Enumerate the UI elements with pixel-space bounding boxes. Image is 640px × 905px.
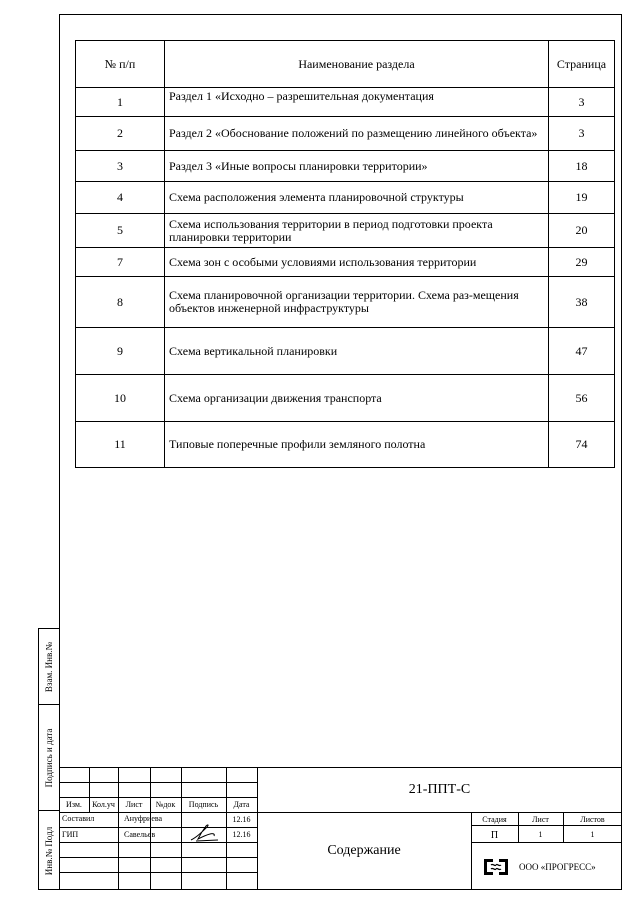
row-name: Схема вертикальной планировки <box>165 328 549 375</box>
table-row <box>76 277 615 328</box>
row-page: 3 <box>549 117 615 151</box>
stage-value: П <box>490 830 499 841</box>
row-num: 11 <box>76 422 165 468</box>
table-row <box>76 182 615 214</box>
table-row <box>76 375 615 422</box>
col-kol: Кол.уч <box>92 800 115 809</box>
row-page: 56 <box>549 375 615 422</box>
row2-role: ГИП <box>62 830 79 839</box>
row-name: Раздел 1 «Исходно – разрешительная документация <box>165 88 549 117</box>
row-num: 10 <box>76 375 165 422</box>
side-label-inv: Инв.№ Подл <box>44 826 54 876</box>
row-name: Схема использования территории в период подготовки проекта планировки территории <box>165 214 549 248</box>
row2-name: Савельев <box>124 830 156 839</box>
sheets-header: Листов <box>580 815 605 824</box>
row-page: 47 <box>549 328 615 375</box>
side-label-podpis: Подпись и дата <box>44 728 54 787</box>
contents-table <box>75 40 615 468</box>
company-logo-icon <box>482 856 510 878</box>
table-row <box>76 328 615 375</box>
sheet-header: Лист <box>532 815 549 824</box>
row-num: 2 <box>76 117 165 151</box>
row-num: 8 <box>76 277 165 328</box>
company-name: ООО «ПРОГРЕСС» <box>519 862 596 872</box>
header-num: № п/п <box>76 41 165 88</box>
row-name: Схема расположения элемента планировочной структуры <box>165 182 549 214</box>
row-page: 18 <box>549 151 615 182</box>
row-page: 38 <box>549 277 615 328</box>
row1-role: Составил <box>62 814 95 823</box>
row-page: 20 <box>549 214 615 248</box>
row-name: Раздел 3 «Иные вопросы планировки территории» <box>165 151 549 182</box>
row2-date: 12.16 <box>232 830 251 839</box>
row-name: Типовые поперечные профили земляного полотна <box>165 422 549 468</box>
row-num: 3 <box>76 151 165 182</box>
col-date: Дата <box>233 800 250 809</box>
header-name: Наименование раздела <box>165 41 549 88</box>
row-num: 1 <box>76 88 165 117</box>
col-sign: Подпись <box>188 800 219 809</box>
table-row <box>76 88 615 117</box>
row-num: 9 <box>76 328 165 375</box>
row-num: 5 <box>76 214 165 248</box>
table-row <box>76 248 615 277</box>
row-num: 4 <box>76 182 165 214</box>
side-margin-strip <box>38 628 59 890</box>
side-cell-vzam <box>39 629 59 705</box>
col-doc: №док <box>155 800 176 809</box>
stage-header: Стадия <box>482 815 507 824</box>
table-row <box>76 422 615 468</box>
sheet-value: 1 <box>538 830 543 839</box>
row-num: 7 <box>76 248 165 277</box>
row1-name: Ануфриева <box>124 814 163 823</box>
row-name: Раздел 2 «Обоснование положений по размещению линейного объекта» <box>165 117 549 151</box>
sheet-title: Содержание <box>327 843 401 858</box>
row-name: Схема зон с особыми условиями использования территории <box>165 248 549 277</box>
contents-header-row <box>76 41 615 88</box>
col-list: Лист <box>125 800 143 809</box>
side-cell-inv <box>39 811 59 891</box>
col-izm: Изм. <box>66 800 82 809</box>
table-row <box>76 151 615 182</box>
row1-date: 12.16 <box>232 815 251 824</box>
table-row <box>76 117 615 151</box>
signature-image <box>188 822 224 844</box>
side-cell-podpis <box>39 705 59 811</box>
row-page: 29 <box>549 248 615 277</box>
sheets-value: 1 <box>590 830 595 839</box>
row-page: 19 <box>549 182 615 214</box>
row-page: 74 <box>549 422 615 468</box>
row-page: 3 <box>549 88 615 117</box>
row-name: Схема планировочной организации территории. Схема раз-мещения объектов инженерной инфраструктуры <box>165 277 549 328</box>
side-label-vzam: Взам. Инв.№ <box>44 641 54 692</box>
header-page: Страница <box>549 41 615 88</box>
table-row <box>76 214 615 248</box>
row-name: Схема организации движения транспорта <box>165 375 549 422</box>
document-code: 21-ППТ-С <box>408 782 471 797</box>
